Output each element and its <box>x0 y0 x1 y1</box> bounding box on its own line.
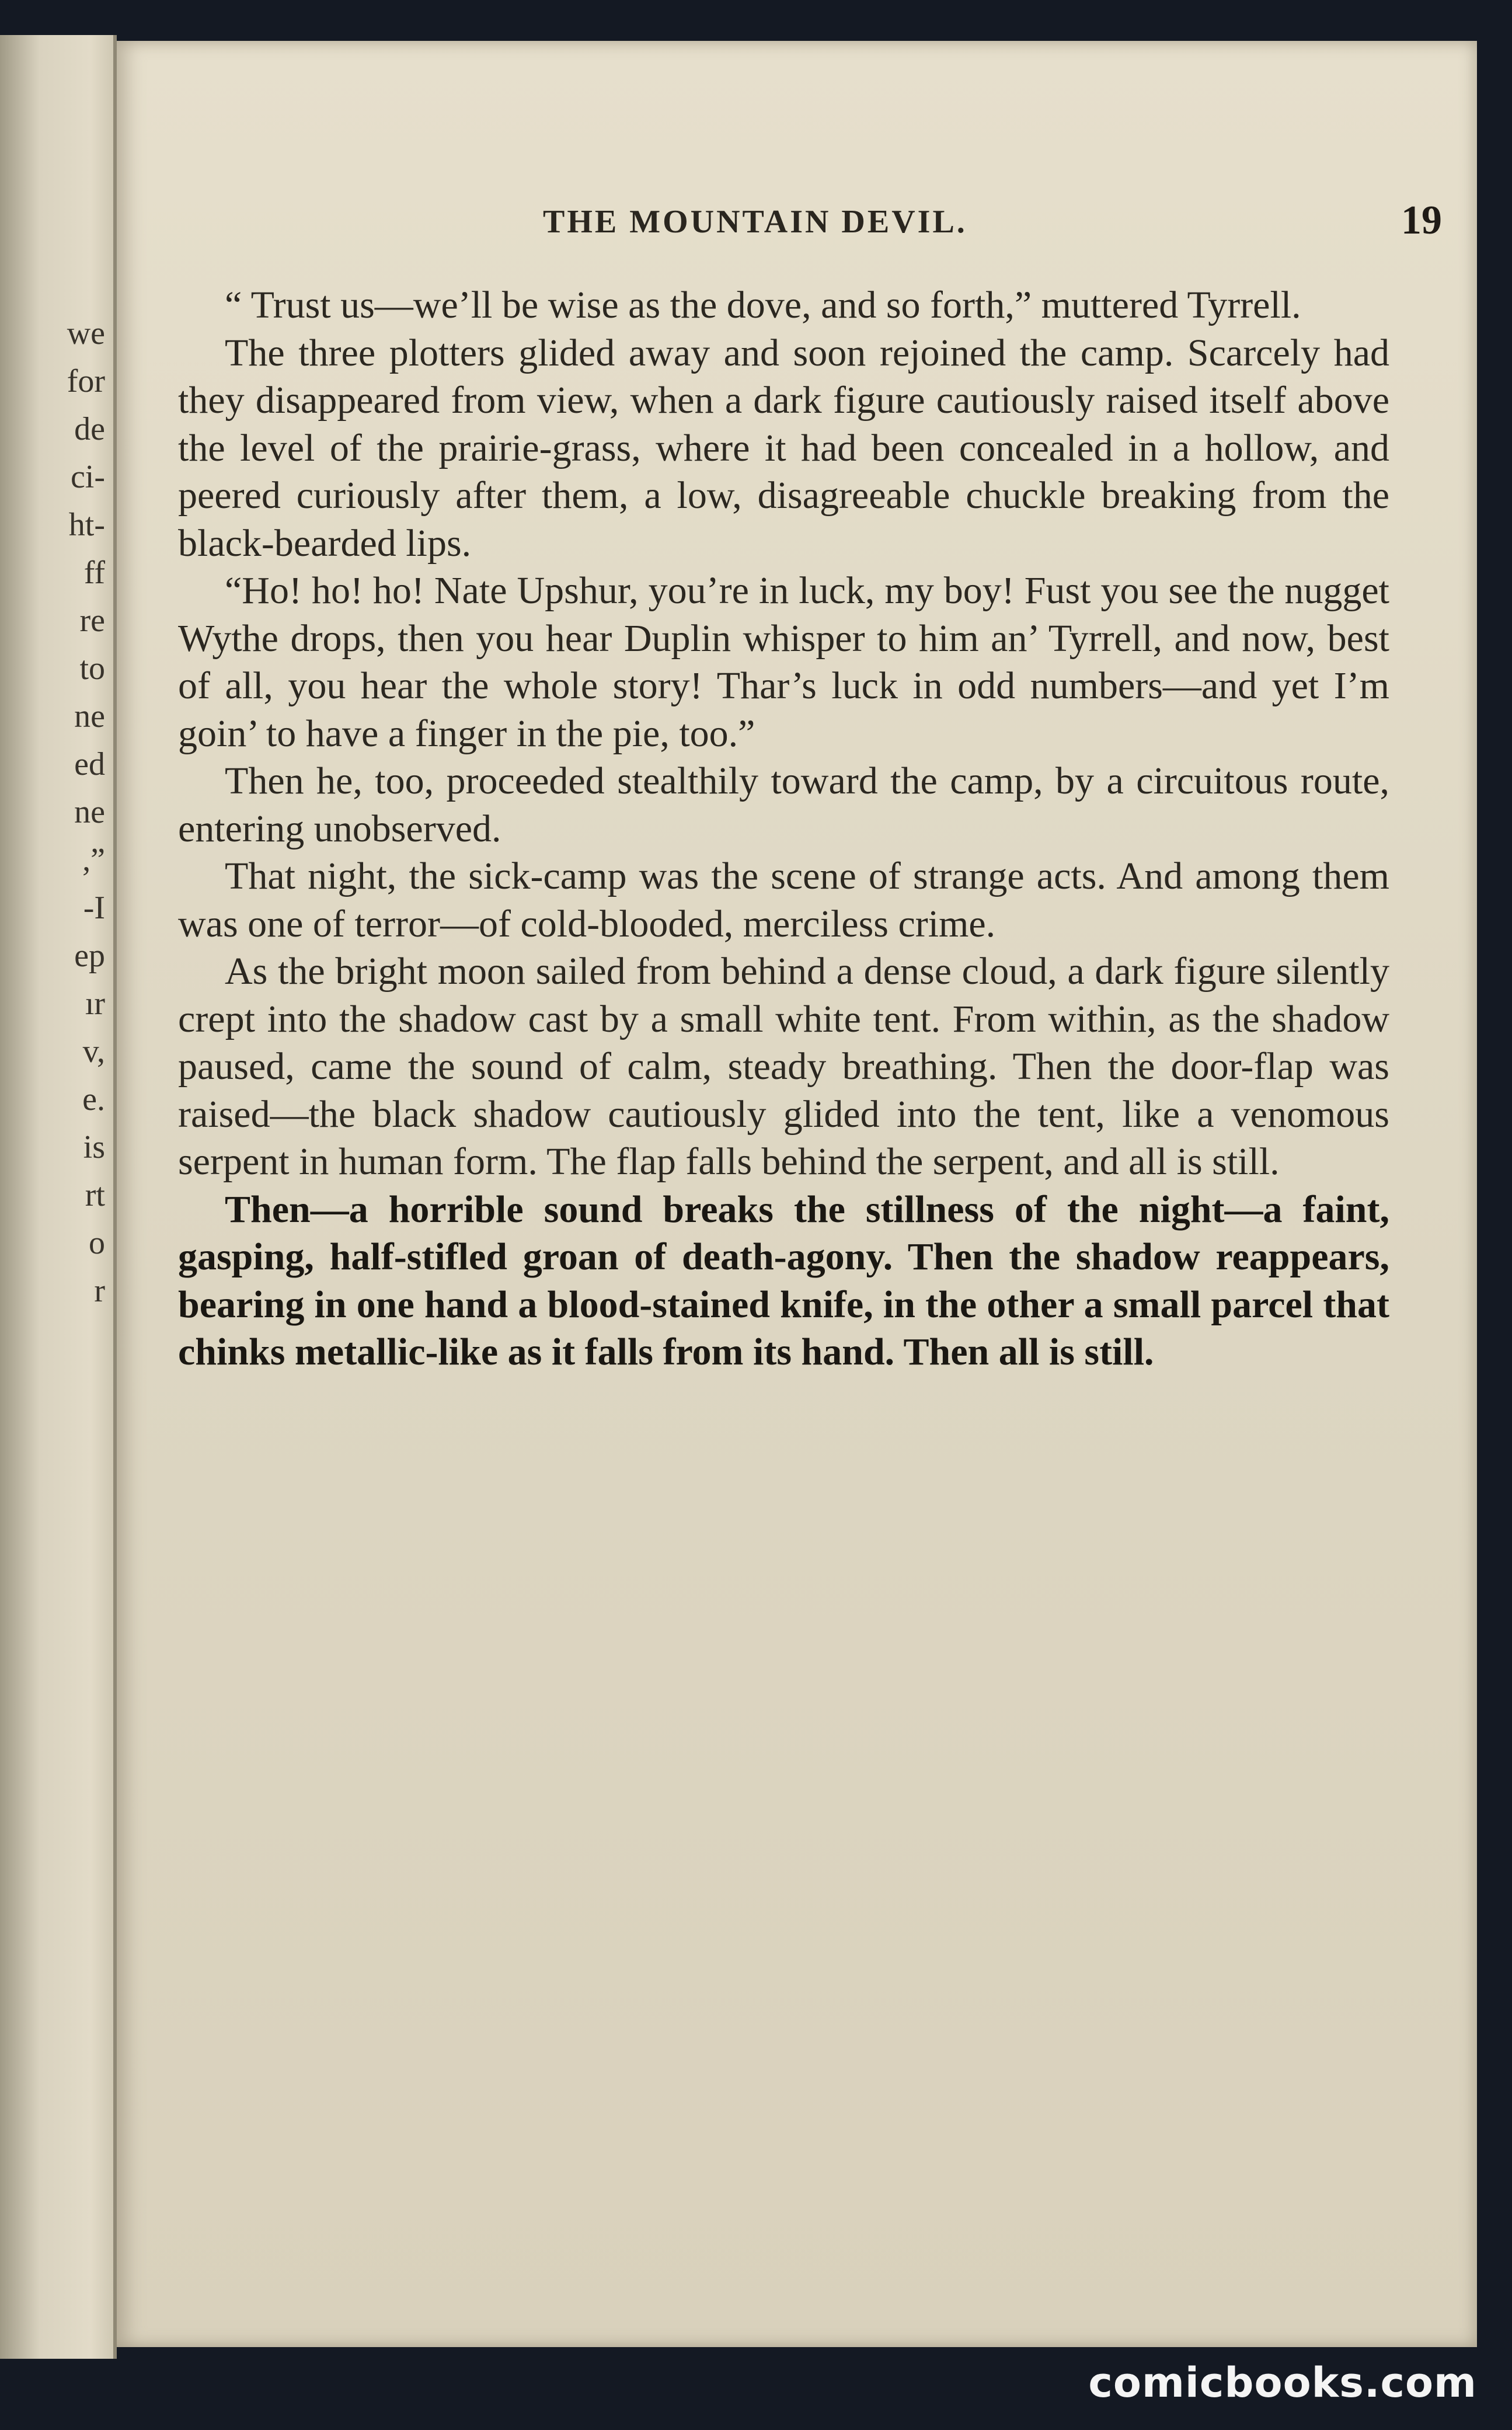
previous-page-fragment: v, <box>82 1033 105 1070</box>
previous-page-fragment: ır <box>85 986 105 1022</box>
previous-page-fragment: de <box>74 411 105 447</box>
previous-page-fragment: -I <box>83 890 105 926</box>
previous-page-fragment: re <box>79 603 105 639</box>
paragraph: That night, the sick-camp was the scene of strange acts. And among them was one of terror—of cold-blooded, merciless crime. <box>178 855 1389 945</box>
previous-page-edge <box>0 35 117 2359</box>
previous-page-fragment: we <box>67 315 105 351</box>
previous-page-fragment: ep <box>74 938 105 974</box>
previous-page-fragment: to <box>79 650 105 687</box>
previous-page-fragment: is <box>83 1129 105 1165</box>
previous-page-fragment: ff <box>83 555 105 591</box>
previous-page-fragment: ne <box>74 698 105 734</box>
site-watermark: comicbooks.com <box>1088 2359 1477 2407</box>
paragraph: “ Trust us—we’ll be wise as the dove, and so forth,” muttered Tyrrell. <box>225 284 1301 326</box>
previous-page-fragment: ,” <box>82 842 105 878</box>
running-head <box>117 197 1477 256</box>
previous-page-fragment: r <box>94 1273 105 1309</box>
running-title: THE MOUNTAIN DEVIL. <box>543 204 967 240</box>
paragraph: Then he, too, proceeded stealthily toward the camp, by a circuitous route, entering unobserved. <box>178 760 1389 850</box>
previous-page-fragment: e. <box>82 1081 105 1117</box>
paragraph: Then—a horrible sound breaks the stillness of the night—a faint, gasping, half-stifled groan of death-agony. Then the shadow reappears, bearing in one hand a blood-stained knife, in the other a small parcel that chinks metallic-like as it falls from its hand. Then all is still. <box>178 1188 1389 1373</box>
previous-page-text-fragments <box>41 309 105 1315</box>
book-page <box>117 41 1477 2347</box>
previous-page-fragment: ne <box>74 794 105 830</box>
body-text <box>178 281 1389 1376</box>
previous-page-fragment: ci- <box>70 459 105 495</box>
paragraph: As the bright moon sailed from behind a dense cloud, a dark figure silently crept into the shadow cast by a small white tent. From within, as the shadow paused, came the sound of calm, steady breathing. Then the door-flap was raised—the black shadow cautiously glided into the tent, like a venomous serpent in human form. The flap falls behind the serpent, and all is still. <box>178 950 1389 1183</box>
previous-page-fragment: ht- <box>68 507 105 543</box>
previous-page-fragment: ed <box>74 746 105 782</box>
paragraph: “Ho! ho! ho! Nate Upshur, you’re in luck, my boy! Fust you see the nugget Wythe drops, then you hear Duplin whisper to him an’ Tyrrell, and now, best of all, you hear the whole story! Thar’s luck in odd numbers—and yet I’m goin’ to have a finger in the pie, too.” <box>178 569 1389 755</box>
previous-page-fragment: for <box>67 363 105 399</box>
previous-page-fragment: o <box>89 1225 105 1261</box>
page-number: 19 <box>1401 198 1442 243</box>
previous-page-fragment: rt <box>85 1177 105 1213</box>
paragraph: The three plotters glided away and soon rejoined the camp. Scarcely had they disappeared from view, when a dark figure cautiously raised itself above the level of the prairie-grass, where it had been concealed in a hollow, and peered curiously after them, a low, disagreeable chuckle breaking from the black-bearded lips. <box>178 331 1389 565</box>
